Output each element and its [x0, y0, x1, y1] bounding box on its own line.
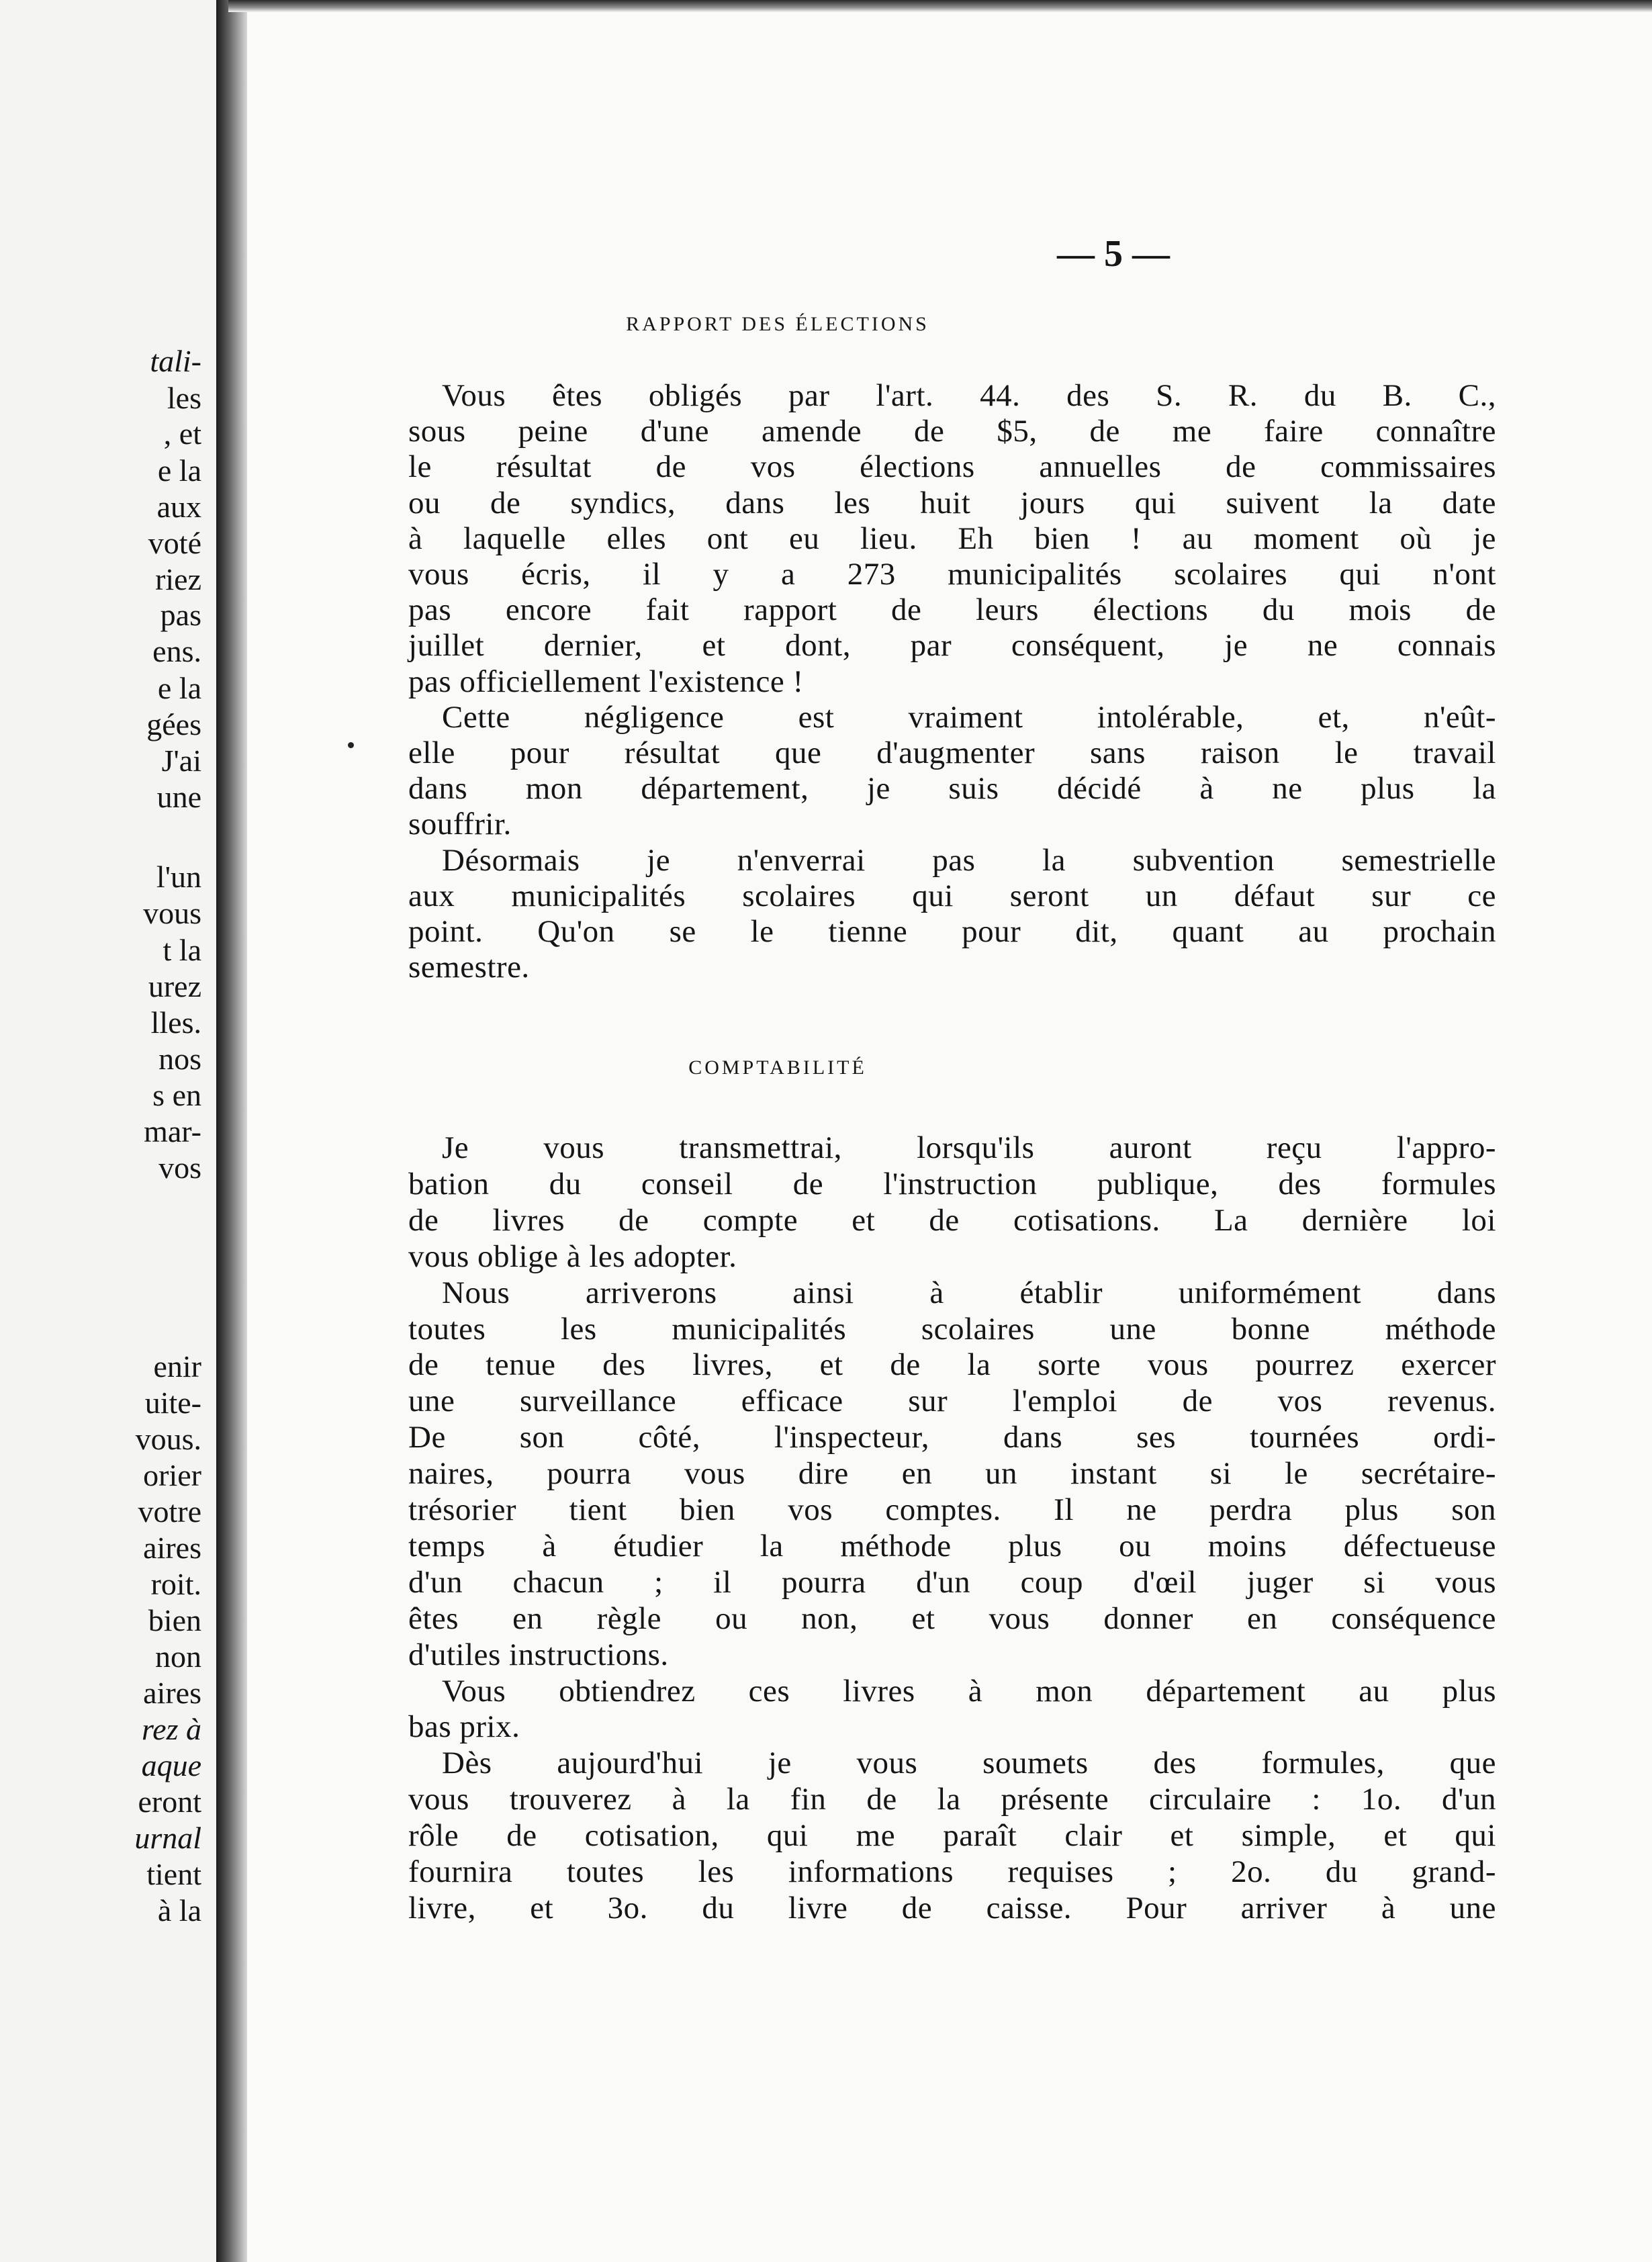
body-line: le résultat de vos élections annuelles de commissaires [408, 449, 1496, 484]
left-page-fragment: urnal [134, 1821, 201, 1855]
body-line: livre, et 3o. du livre de caisse. Pour arriver à une [408, 1891, 1496, 1926]
body-line: êtes en règle ou non, et vous donner en conséquence [408, 1601, 1496, 1636]
left-page-fragment: roit. [150, 1567, 201, 1601]
body-line: bation du conseil de l'instruction publique, des formules [408, 1167, 1496, 1202]
body-line: juillet dernier, et dont, par conséquent, je ne connais [408, 628, 1496, 663]
left-page-fragment: non [155, 1639, 201, 1674]
body-line: Je vous transmettrai, lorsqu'ils auront reçu l'appro- [442, 1130, 1496, 1165]
body-line: fournira toutes les informations requises ; 2o. du grand- [408, 1854, 1496, 1889]
body-line: rôle de cotisation, qui me paraît clair et simple, et qui [408, 1818, 1496, 1853]
left-page-fragment: l'un [156, 860, 201, 894]
body-line: vous oblige à les adopter. [408, 1239, 737, 1274]
body-line: semestre. [408, 950, 530, 985]
section-heading-accounting: COMPTABILITÉ [688, 1056, 867, 1079]
left-page-fragment: mar- [144, 1114, 201, 1148]
body-line: elle pour résultat que d'augmenter sans raison le travail [408, 735, 1496, 770]
left-page-fragment: aires [143, 1676, 201, 1710]
body-line: d'utiles instructions. [408, 1637, 669, 1672]
left-page-fragment: nos [158, 1042, 201, 1076]
left-page-fragment: e la [157, 453, 201, 488]
body-line: souffrir. [408, 807, 512, 842]
body-line: De son côté, l'inspecteur, dans ses tournées ordi- [408, 1420, 1496, 1455]
left-page-fragment: pas [160, 598, 201, 632]
left-page-fragment: lles. [150, 1005, 201, 1040]
left-page-fragment: riez [155, 562, 201, 596]
body-line: de livres de compte et de cotisations. La dernière loi [408, 1203, 1496, 1238]
body-line: dans mon département, je suis décidé à ne plus la [408, 771, 1496, 806]
body-line: Vous êtes obligés par l'art. 44. des S. R. du B. C., [442, 378, 1496, 413]
body-line: de tenue des livres, et de la sorte vous pourrez exercer [408, 1347, 1496, 1382]
body-line: Vous obtiendrez ces livres à mon département au plus [442, 1674, 1496, 1709]
body-line: à laquelle elles ont eu lieu. Eh bien ! au moment où je [408, 521, 1496, 556]
page-number: — 5 — [1057, 233, 1170, 275]
section-heading-elections: RAPPORT DES ÉLECTIONS [626, 313, 929, 335]
binding-shadow [216, 0, 247, 2262]
body-line: toutes les municipalités scolaires une bonne méthode [408, 1312, 1496, 1347]
body-line: trésorier tient bien vos comptes. Il ne perdra plus son [408, 1492, 1496, 1527]
ink-speck [348, 742, 354, 748]
left-page-fragment: eront [138, 1784, 201, 1819]
left-page-fragment: vous [143, 896, 201, 930]
body-line: Désormais je n'enverrai pas la subvention semestrielle [442, 843, 1496, 878]
left-page-fragment: vos [158, 1150, 201, 1185]
left-page-fragment: votre [138, 1494, 201, 1529]
left-page-fragment: uite- [144, 1386, 201, 1420]
left-page-fragment: enir [153, 1349, 201, 1384]
body-line: Dès aujourd'hui je vous soumets des formules, que [442, 1746, 1496, 1780]
left-page-fragment: urez [148, 969, 201, 1003]
body-line: point. Qu'on se le tienne pour dit, quant au prochain [408, 914, 1496, 949]
left-page-fragment: J'ai [161, 743, 201, 778]
left-page [0, 0, 219, 2262]
body-line: une surveillance efficace sur l'emploi de vos revenus. [408, 1384, 1496, 1418]
left-page-fragment: les [167, 381, 201, 415]
body-line: pas encore fait rapport de leurs élections du mois de [408, 592, 1496, 627]
left-page-fragment: s en [152, 1078, 201, 1112]
body-line: naires, pourra vous dire en un instant si le secrétaire- [408, 1456, 1496, 1491]
body-line: bas prix. [408, 1709, 520, 1744]
body-line: Nous arriverons ainsi à établir uniformément dans [442, 1275, 1496, 1310]
top-shadow [228, 0, 1652, 12]
body-line: aux municipalités scolaires qui seront un défaut sur ce [408, 878, 1496, 913]
left-page-fragment: aux [156, 490, 201, 524]
left-page-fragment: orier [143, 1458, 201, 1492]
body-line: d'un chacun ; il pourra d'un coup d'œil juger si vous [408, 1565, 1496, 1600]
left-page-fragment: tient [146, 1857, 201, 1891]
body-line: ou de syndics, dans les huit jours qui suivent la date [408, 486, 1496, 521]
left-page-fragment: gées [146, 707, 201, 741]
left-page-fragment: e la [157, 671, 201, 705]
left-page-fragment: bien [148, 1603, 201, 1637]
left-page-fragment: , et [163, 416, 201, 451]
left-page-fragment: t la [163, 933, 201, 967]
left-page-fragment: aires [143, 1531, 201, 1565]
left-page-fragment: rez à [141, 1712, 201, 1746]
left-page-fragment: à la [157, 1893, 201, 1928]
body-line: pas officiellement l'existence ! [408, 664, 804, 699]
left-page-fragment: tali- [150, 344, 201, 378]
left-page-fragment: ens. [152, 634, 201, 668]
body-line: Cette négligence est vraiment intolérable, et, n'eût- [442, 700, 1496, 735]
body-line: sous peine d'une amende de $5, de me faire connaître [408, 414, 1496, 449]
left-page-fragment: vous. [135, 1422, 201, 1456]
left-page-fragment: voté [148, 526, 201, 560]
left-page-fragment: aque [141, 1748, 201, 1782]
right-page [247, 12, 1652, 2262]
body-line: vous trouverez à la fin de la présente circulaire : 1o. d'un [408, 1782, 1496, 1817]
body-line: vous écris, il y a 273 municipalités scolaires qui n'ont [408, 557, 1496, 592]
left-page-fragment: une [156, 780, 201, 814]
body-line: temps à étudier la méthode plus ou moins défectueuse [408, 1529, 1496, 1564]
